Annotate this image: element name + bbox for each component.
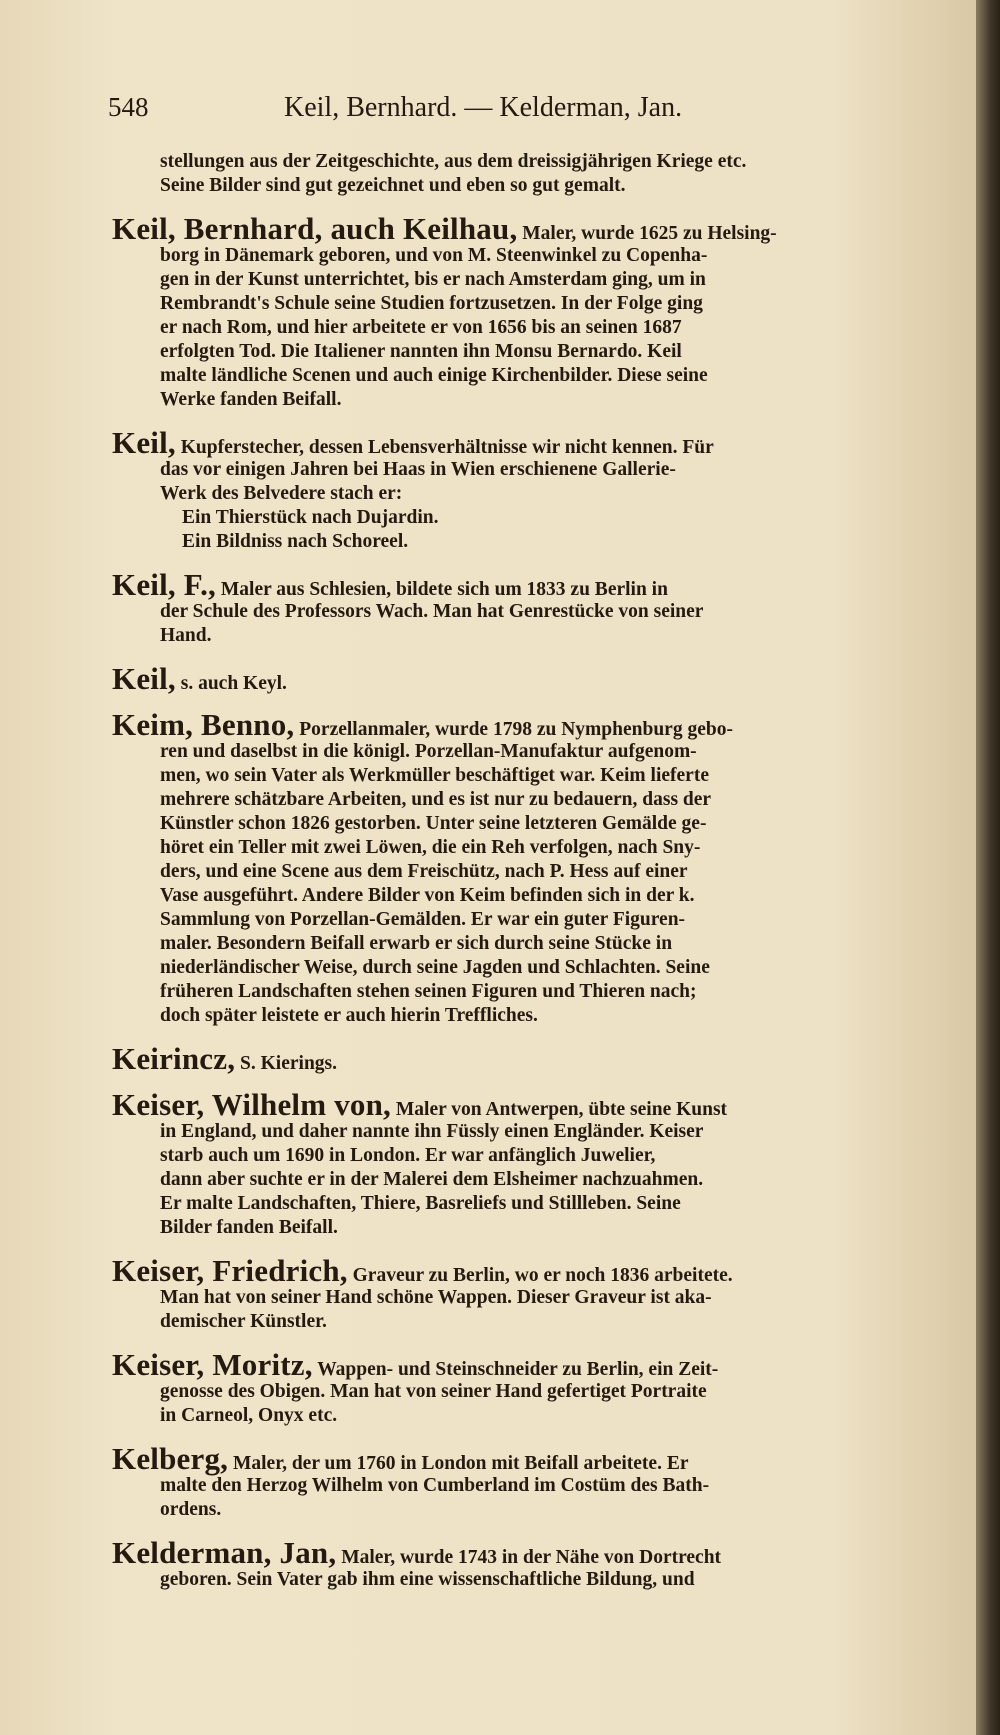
continuation-paragraph	[112, 150, 932, 198]
text-line: der Schule des Professors Wach. Man hat Genrestücke von seiner	[160, 601, 704, 622]
entry-keiser-wilhelm	[112, 1087, 932, 1240]
text-line: höret ein Teller mit zwei Löwen, die ein Reh verfolgen, nach Sny-	[160, 837, 701, 858]
text-line: in Carneol, Onyx etc.	[160, 1405, 338, 1426]
page-number: 548	[108, 92, 149, 122]
text-line: stellungen aus der Zeitgeschichte, aus dem dreissigjährigen Kriege etc.	[160, 151, 747, 172]
entry-headword: Keirincz,	[112, 1041, 236, 1076]
entry-headword: Keiser, Friedrich,	[112, 1253, 348, 1288]
text-line: maler. Besondern Beifall erwarb er sich durch seine Stücke in	[160, 933, 673, 954]
text-line: demischer Künstler.	[160, 1311, 327, 1332]
text-line: starb auch um 1690 in London. Er war anfänglich Juwelier,	[160, 1145, 656, 1166]
entry-first-line: Maler aus Schlesien, bildete sich um 1833 zu Berlin in	[220, 579, 668, 600]
entry-first-line: Maler, der um 1760 in London mit Beifall arbeitete. Er	[232, 1453, 689, 1474]
text-line: malte den Herzog Wilhelm von Cumberland im Costüm des Bath-	[160, 1475, 710, 1496]
entry-first-line: Maler, wurde 1625 zu Helsing-	[522, 223, 777, 244]
text-line: früheren Landschaften stehen seinen Figuren und Thieren nach;	[160, 981, 697, 1002]
entry-headword: Keiser, Wilhelm von,	[112, 1087, 392, 1122]
entry-first-line: S. Kierings.	[240, 1053, 338, 1074]
entry-first-line: s. auch Keyl.	[180, 673, 287, 694]
entry-headword: Kelderman, Jan,	[112, 1535, 337, 1570]
text-line: doch später leistete er auch hierin Treffliches.	[160, 1005, 538, 1026]
entry-keirincz	[112, 1041, 932, 1076]
page-content	[112, 150, 932, 1592]
entry-kelberg	[112, 1441, 932, 1522]
text-line: ders, und eine Scene aus dem Freischütz, nach P. Hess auf einer	[160, 861, 688, 882]
entry-headword: Keil, Bernhard, auch Keilhau,	[112, 211, 518, 246]
entry-headword: Keim, Benno,	[112, 707, 295, 742]
entry-headword: Keil, F.,	[112, 567, 216, 602]
work-line: Ein Bildniss nach Schoreel.	[182, 531, 409, 552]
entry-headword: Kelberg,	[112, 1441, 229, 1476]
entry-first-line: Wappen- und Steinschneider zu Berlin, ein Zeit-	[317, 1359, 719, 1380]
text-line: Sammlung von Porzellan-Gemälden. Er war ein guter Figuren-	[160, 909, 686, 930]
entry-keiser-friedrich	[112, 1253, 932, 1334]
text-line: er nach Rom, und hier arbeitete er von 1656 bis an seinen 1687	[160, 317, 682, 338]
text-line: gen in der Kunst unterrichtet, bis er nach Amsterdam ging, um in	[160, 269, 706, 290]
page-edge	[976, 0, 1000, 1735]
text-line: Werke fanden Beifall.	[160, 389, 342, 410]
running-head: Keil, Bernhard. — Kelderman, Jan.	[284, 92, 683, 123]
text-line: Er malte Landschaften, Thiere, Basreliefs und Stillleben. Seine	[160, 1193, 681, 1214]
entry-kelderman-jan	[112, 1535, 932, 1592]
text-line: niederländischer Weise, durch seine Jagden und Schlachten. Seine	[160, 957, 710, 978]
entry-first-line: Graveur zu Berlin, wo er noch 1836 arbeitete.	[352, 1265, 733, 1286]
entry-headword: Keil,	[112, 425, 176, 460]
entry-first-line: Maler, wurde 1743 in der Nähe von Dortrecht	[341, 1547, 722, 1568]
text-line: ordens.	[160, 1499, 222, 1520]
text-line: Hand.	[160, 625, 212, 646]
text-line: erfolgten Tod. Die Italiener nannten ihn Monsu Bernardo. Keil	[160, 341, 682, 362]
text-line: das vor einigen Jahren bei Haas in Wien erschienene Gallerie-	[160, 459, 676, 480]
text-line: dann aber suchte er in der Malerei dem Elsheimer nachzuahmen.	[160, 1169, 704, 1190]
entry-headword: Keil,	[112, 661, 176, 696]
entry-keil-f	[112, 567, 932, 648]
entry-keil-keyl	[112, 661, 932, 696]
text-line: Vase ausgeführt. Andere Bilder von Keim befinden sich in der k.	[160, 885, 695, 906]
text-line: Werk des Belvedere stach er:	[160, 483, 403, 504]
work-line: Ein Thierstück nach Dujardin.	[182, 507, 439, 528]
entry-keil-kupferstecher	[112, 425, 932, 554]
entry-keil-bernhard	[112, 211, 932, 412]
entry-first-line: Porzellanmaler, wurde 1798 zu Nymphenburg gebo-	[299, 719, 733, 740]
entry-first-line: Maler von Antwerpen, übte seine Kunst	[395, 1099, 728, 1120]
text-line: Künstler schon 1826 gestorben. Unter seine letzteren Gemälde ge-	[160, 813, 707, 834]
entry-keim-benno	[112, 707, 932, 1028]
text-line: men, wo sein Vater als Werkmüller beschäftiget war. Keim lieferte	[160, 765, 709, 786]
page-header	[108, 92, 868, 132]
text-line: malte ländliche Scenen und auch einige Kirchenbilder. Diese seine	[160, 365, 708, 386]
text-line: mehrere schätzbare Arbeiten, und es ist nur zu bedauern, dass der	[160, 789, 712, 810]
text-line: geboren. Sein Vater gab ihm eine wissenschaftliche Bildung, und	[160, 1569, 695, 1590]
text-line: Seine Bilder sind gut gezeichnet und eben so gut gemalt.	[160, 175, 626, 196]
entry-first-line: Kupferstecher, dessen Lebensverhältnisse wir nicht kennen. Für	[180, 437, 714, 458]
entry-headword: Keiser, Moritz,	[112, 1347, 313, 1382]
text-line: Man hat von seiner Hand schöne Wappen. Dieser Graveur ist aka-	[160, 1287, 712, 1308]
text-line: Rembrandt's Schule seine Studien fortzusetzen. In der Folge ging	[160, 293, 703, 314]
text-line: ren und daselbst in die königl. Porzellan-Manufaktur aufgenom-	[160, 741, 697, 762]
text-line: genosse des Obigen. Man hat von seiner Hand gefertiget Portraite	[160, 1381, 707, 1402]
text-line: in England, und daher nannte ihn Füssly einen Engländer. Keiser	[160, 1121, 704, 1142]
text-line: borg in Dänemark geboren, und von M. Steenwinkel zu Copenha-	[160, 245, 708, 266]
text-line: Bilder fanden Beifall.	[160, 1217, 338, 1238]
entry-keiser-moritz	[112, 1347, 932, 1428]
